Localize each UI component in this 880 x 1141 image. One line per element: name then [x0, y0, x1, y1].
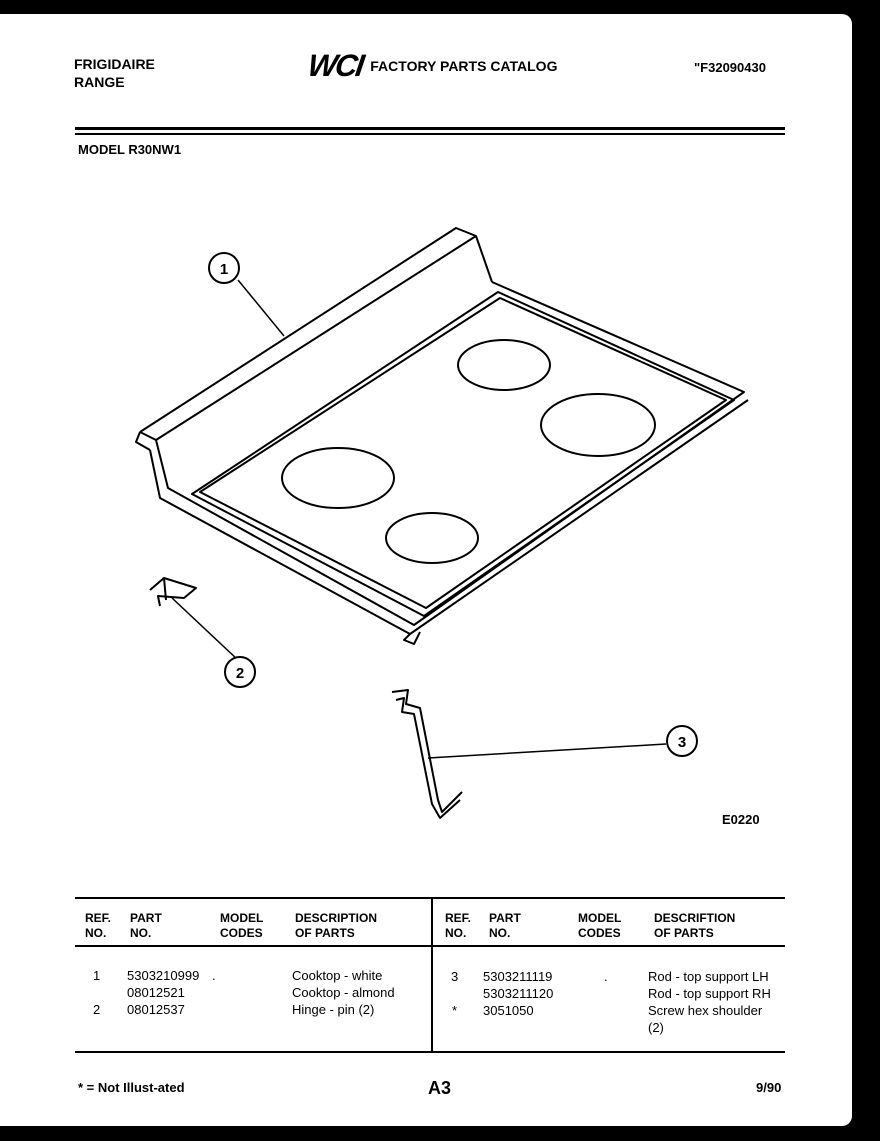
model-codes: . [604, 969, 608, 984]
header-model-codes-left: MODEL CODES [220, 911, 264, 940]
ref-no: * [452, 1003, 458, 1018]
header-part-no-left: PART NO. [130, 911, 162, 940]
table-header-rule [75, 945, 785, 947]
header-ref-no-left: REF. NO. [85, 911, 112, 940]
description: (2) [648, 1020, 664, 1035]
model-label: MODEL R30NW1 [78, 142, 182, 157]
wci-logo: WCI [305, 48, 365, 83]
document-code: "F32090430 [694, 60, 766, 75]
figure-code: E0220 [722, 812, 760, 827]
part-no: 5303211120 [483, 986, 554, 1001]
description: Cooktop - white [292, 968, 383, 983]
ref-no: 2 [93, 1002, 101, 1017]
support-rod-drawing [392, 690, 666, 818]
callout-2-number: 2 [235, 665, 245, 682]
description: Screw hex shoulder [648, 1003, 763, 1018]
burner-opening-right-front [541, 394, 655, 456]
table-divider [431, 899, 433, 1053]
part-no: 08012521 [127, 985, 185, 1000]
footnote: * = Not Illust-ated [78, 1080, 185, 1095]
description: Rod - top support RH [648, 986, 771, 1001]
header-description-right: DESCRIFTION OF PARTS [654, 911, 736, 940]
part-no: 5303211119 [483, 969, 553, 984]
callout-3-number: 3 [677, 734, 687, 751]
page-number: A3 [428, 1078, 452, 1098]
header-description-left: DESCRIPTION OF PARTS [295, 911, 378, 940]
catalog-page [0, 14, 852, 1126]
description: Rod - top support LH [648, 969, 769, 984]
table-top-rule [75, 897, 785, 899]
description: Hinge - pin (2) [292, 1002, 375, 1017]
part-no: 5303210999 [127, 968, 200, 983]
revision-date: 9/90 [756, 1080, 782, 1095]
catalog-title: FACTORY PARTS CATALOG [370, 58, 558, 74]
burner-opening-left-rear [282, 448, 394, 508]
brand-name: FRIGIDAIRE [74, 56, 155, 72]
parts-table [75, 897, 785, 1054]
ref-no: 3 [451, 969, 459, 984]
burner-opening-right-rear [458, 340, 550, 390]
table-bottom-rule [75, 1051, 785, 1053]
part-no: 3051050 [483, 1003, 534, 1018]
header-ref-no-right: REF. NO. [445, 911, 472, 940]
header-model-codes-right: MODEL CODES [578, 911, 622, 940]
burner-opening-left-front [386, 513, 478, 563]
model-codes: . [212, 968, 216, 983]
callout-1-number: 1 [219, 261, 229, 278]
cooktop-drawing [136, 228, 748, 644]
description: Cooktop - almond [292, 985, 395, 1000]
header-part-no-right: PART NO. [489, 911, 521, 940]
ref-no: 1 [93, 968, 101, 983]
product-type: RANGE [74, 74, 125, 90]
part-no: 08012537 [127, 1002, 185, 1017]
hinge-pin-drawing [150, 578, 238, 660]
